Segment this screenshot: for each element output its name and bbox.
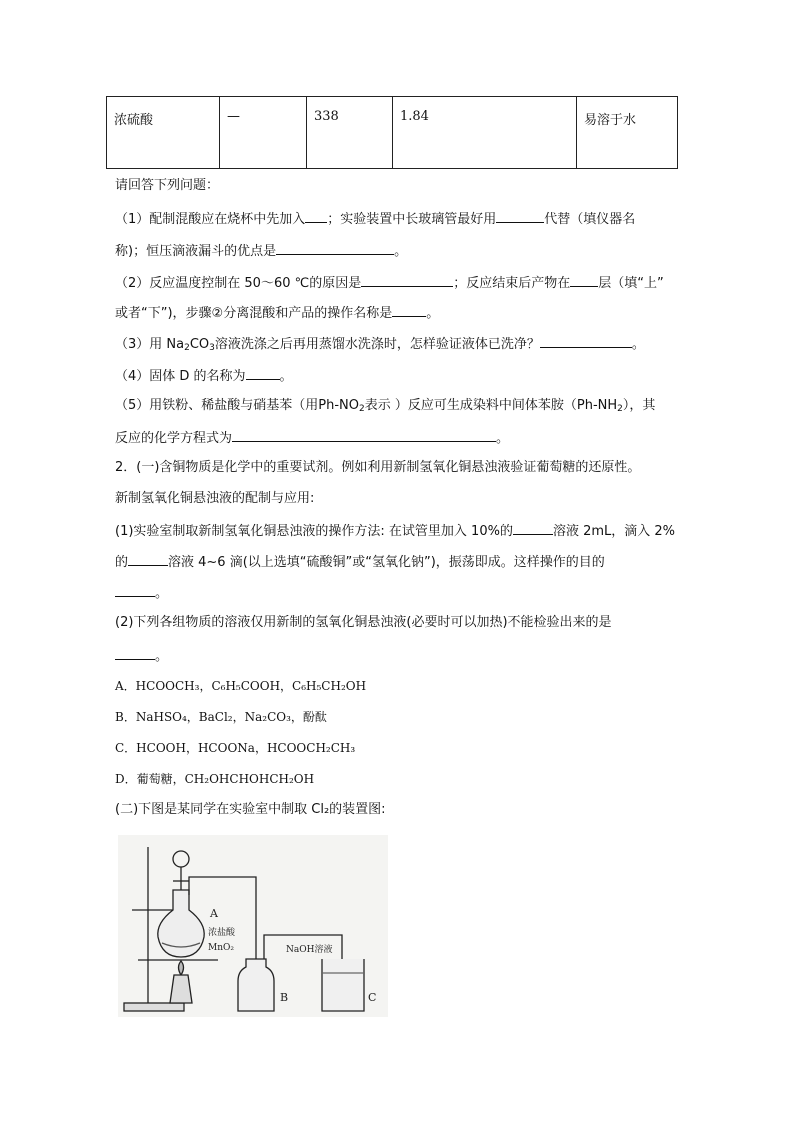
table-cell-solubility: 易溶于水	[577, 97, 678, 169]
question-2-line-1: （2）反应温度控制在 50～60 ℃的原因是 ；反应结束后产物在 层（填“上”	[115, 276, 664, 291]
problem-2-heading: 2．(一)含铜物质是化学中的重要试剂。例如利用新制氢氧化铜悬浊液验证葡萄糖的还原性。	[115, 460, 641, 475]
answer-blank[interactable]	[115, 584, 155, 597]
question-2-line-2: 或者“下”)，步骤②分离混酸和产品的操作名称是 。	[115, 306, 440, 321]
answer-blank[interactable]	[246, 367, 280, 380]
answer-blank[interactable]	[276, 242, 394, 255]
problem-2-s2-line-1: (2)下列各组物质的溶液仅用新制的氢氧化铜悬浊液(必要时可以加热)不能检验出来的是	[115, 615, 612, 630]
table-cell-name: 浓硫酸	[107, 97, 220, 169]
stand-base	[124, 1003, 184, 1011]
table-cell-bp: 338	[307, 97, 393, 169]
property-table	[106, 96, 678, 169]
option-d: D．葡萄糖，CH₂OHCHOHCH₂OH	[115, 772, 315, 786]
answer-blank[interactable]	[128, 553, 168, 566]
answer-blank[interactable]	[305, 210, 327, 223]
table-cell-density: 1.84	[393, 97, 577, 169]
table-row	[107, 97, 678, 169]
chlorine-apparatus-figure	[118, 835, 388, 1017]
question-1-line-2: 称)；恒压滴液漏斗的优点是 。	[115, 244, 408, 259]
problem-2-subheading: 新制氢氧化铜悬浊液的配制与应用:	[115, 491, 315, 506]
label-c: C	[368, 991, 377, 1004]
problem-2-s2-line-2: 。	[115, 647, 168, 665]
answer-blank[interactable]	[115, 647, 155, 660]
answer-blank[interactable]	[232, 429, 496, 442]
problem-2-s1-line-3: 。	[115, 584, 168, 602]
alcohol-lamp	[170, 975, 192, 1003]
intro-text: 请回答下列问题：	[115, 178, 220, 193]
answer-blank[interactable]	[361, 274, 453, 287]
question-1-line-1: （1）配制混酸应在烧杯中先加入 ；实验装置中长玻璃管最好用 代替（填仪器名	[115, 212, 636, 227]
option-c: C．HCOOH，HCOONa，HCOOCH₂CH₃	[115, 741, 356, 755]
beaker-c	[322, 959, 364, 1011]
question-5-line-1: （5）用铁粉、稀盐酸与硝基苯（用$Ph-NO_2$表示 ）反应可生成染料中间体苯胺$(Ph-NH_2)$，其	[115, 398, 656, 414]
question-3: （3）用 $Na_2CO_3$溶液洗涤之后再用蒸馏水洗涤时，怎样验证液体已洗净？ 。	[115, 337, 645, 353]
answer-blank[interactable]	[392, 304, 426, 317]
answer-blank[interactable]	[540, 335, 632, 348]
problem-2-s1-line-1: (1)实验室制取新制氢氧化铜悬浊液的操作方法: 在试管里加入 10%的 溶液 2mL，滴入 2%	[115, 524, 676, 539]
label-mno2: MnO₂	[208, 943, 234, 953]
answer-blank[interactable]	[570, 274, 598, 287]
question-5-line-2: 反应的化学方程式为 。	[115, 431, 510, 446]
label-b: B	[280, 991, 289, 1004]
part-2-heading: (二)下图是某同学在实验室中制取 Cl₂的装置图:	[115, 802, 386, 817]
label-naoh: NaOH溶液	[286, 945, 333, 955]
label-a: A	[210, 907, 218, 920]
option-a: A．HCOOCH₃，C₆H₅COOH，C₆H₅CH₂OH	[115, 679, 367, 693]
question-4: （4）固体 D 的名称为 。	[115, 369, 293, 384]
table-cell-col2: —	[220, 97, 307, 169]
problem-2-s1-line-2: 的 溶液 4~6 滴(以上选填“硫酸铜”或“氢氧化钠”)，振荡即成。这样操作的目的	[115, 555, 605, 570]
answer-blank[interactable]	[496, 210, 544, 223]
option-b: B．NaHSO₄，BaCl₂，Na₂CO₃，酚酞	[115, 710, 327, 724]
label-acid: 浓盐酸	[208, 928, 236, 938]
answer-blank[interactable]	[513, 522, 553, 535]
